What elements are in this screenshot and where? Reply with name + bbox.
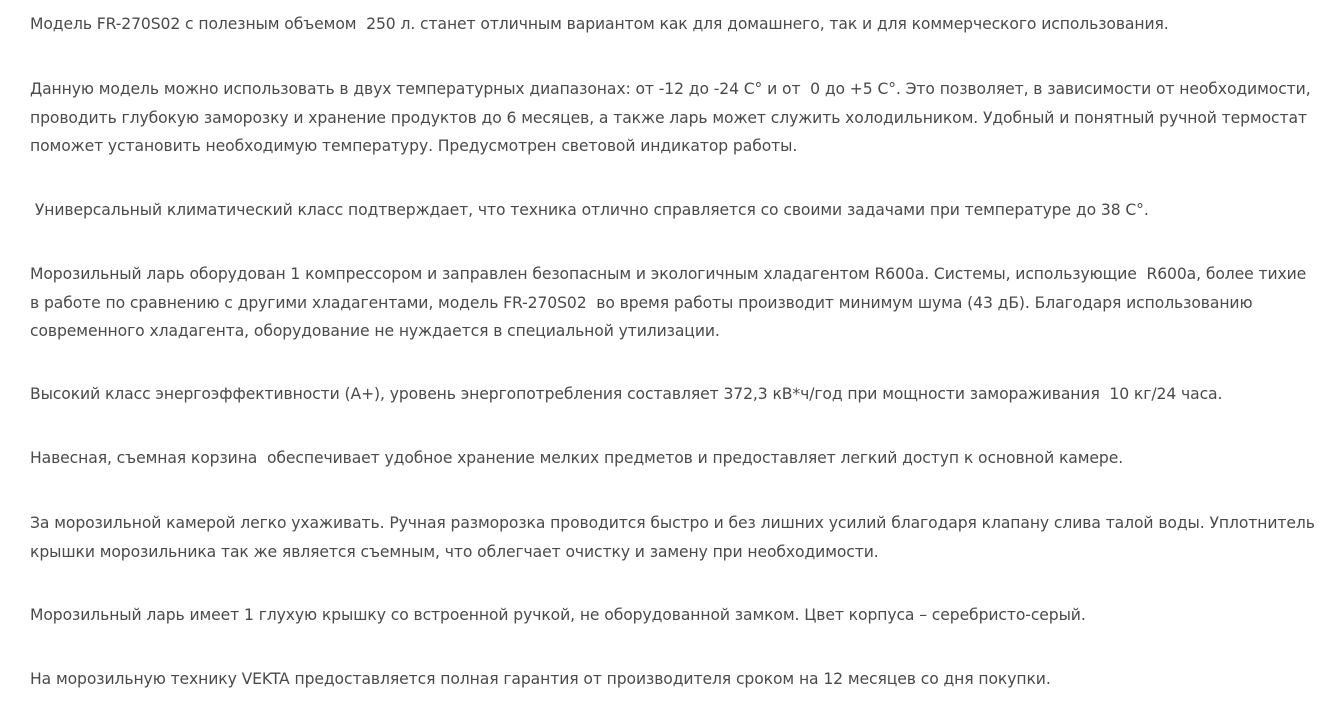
description-paragraph-compressor: Морозильный ларь оборудован 1 компрессором и заправлен безопасным и экологичным хладагентом R600a. Системы, использующие R600a, более тихие в работе по сравнению с другими хладагентами, модель FR-270S02 во время работы производит минимум шума (43 дБ). Благодаря использованию современного хладагента, оборудование не нуждается в специальной утилизации. (30, 265, 1312, 340)
description-paragraph-temperature: Данную модель можно использовать в двух температурных диапазонах: от -12 до -24 С° и от 0 до +5 С°. Это позволяет, в зависимости от необходимости, проводить глубокую заморозку и хранение продуктов до 6 месяцев, а также ларь может служить холодильником. Удобный и понятный ручной термостат поможет установить необходимую температуру. Предусмотрен световой индикатор работы. (30, 80, 1316, 155)
description-paragraph-climate-class: Универсальный климатический класс подтверждает, что техника отлично справляется со своими задачами при температуре до 38 С°. (30, 201, 1149, 219)
description-paragraph-model: Модель FR-270S02 с полезным объемом 250 л. станет отличным вариантом как для домашнего, так и для коммерческого использования. (30, 15, 1169, 33)
description-paragraph-defrost: За морозильной камерой легко ухаживать. Ручная разморозка проводится быстро и без лишних усилий благодаря клапану слива талой воды. Уплотнитель крышки морозильника так же является съемным, что облегчает очистку и замену при необходимости. (30, 514, 1320, 561)
description-paragraph-warranty: На морозильную технику VEKTA предоставляется полная гарантия от производителя сроком на 12 месяцев со дня покупки. (30, 670, 1051, 688)
description-paragraph-lid: Морозильный ларь имеет 1 глухую крышку со встроенной ручкой, не оборудованной замком. Цвет корпуса – серебристо-серый. (30, 606, 1086, 624)
description-paragraph-energy: Высокий класс энергоэффективности (А+), уровень энергопотребления составляет 372,3 кВ*ч/год при мощности замораживания 10 кг/24 часа. (30, 385, 1223, 403)
description-paragraph-basket: Навесная, съемная корзина обеспечивает удобное хранение мелких предметов и предоставляет легкий доступ к основной камере. (30, 449, 1124, 467)
